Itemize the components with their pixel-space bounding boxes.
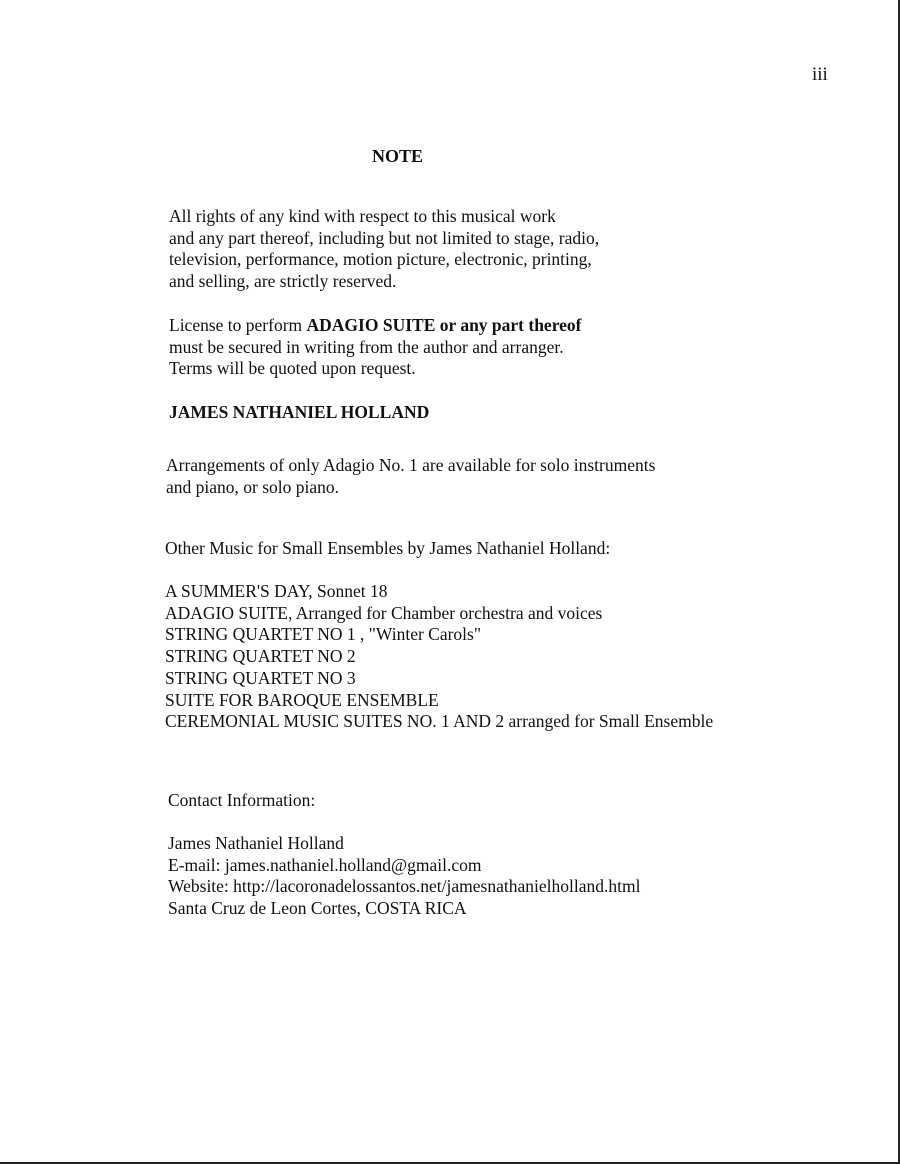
works-list-item: CEREMONIAL MUSIC SUITES NO. 1 AND 2 arranged for Small Ensemble <box>165 711 714 732</box>
rights-line: television, performance, motion picture, electronic, printing, <box>169 249 592 270</box>
arrangements-paragraph <box>166 455 655 498</box>
rights-line: and selling, are strictly reserved. <box>169 271 397 292</box>
works-list-item: STRING QUARTET NO 2 <box>165 646 356 667</box>
works-list-item: ADAGIO SUITE, Arranged for Chamber orchestra and voices <box>165 602 603 623</box>
note-title: NOTE <box>372 146 424 166</box>
contact-website: Website: http://lacoronadelossantos.net/jamesnathanielholland.html <box>168 876 641 897</box>
contact-email: E-mail: james.nathaniel.holland@gmail.com <box>168 854 482 875</box>
license-line-3: Terms will be quoted upon request. <box>169 358 416 379</box>
rights-line: and any part thereof, including but not limited to stage, radio, <box>169 227 600 248</box>
license-work-title: ADAGIO SUITE or any part thereof <box>306 315 582 335</box>
arrangements-line: Arrangements of only Adagio No. 1 are available for solo instruments <box>166 455 656 475</box>
works-list-item: STRING QUARTET NO 3 <box>165 667 356 688</box>
page-number: iii <box>812 64 828 85</box>
contact-details <box>168 833 640 920</box>
contact-name: James Nathaniel Holland <box>168 833 344 853</box>
works-list-item: STRING QUARTET NO 1 , "Winter Carols" <box>165 624 481 645</box>
rights-line: All rights of any kind with respect to this musical work <box>169 206 556 226</box>
author-name: JAMES NATHANIEL HOLLAND <box>169 402 430 422</box>
contact-location: Santa Cruz de Leon Cortes, COSTA RICA <box>168 898 467 919</box>
license-paragraph <box>169 315 582 380</box>
rights-paragraph <box>169 206 599 293</box>
license-line-2: must be secured in writing from the author and arranger. <box>169 336 564 357</box>
works-list-item: A SUMMER'S DAY, Sonnet 18 <box>165 581 388 601</box>
arrangements-line: and piano, or solo piano. <box>166 476 340 497</box>
other-music-heading: Other Music for Small Ensembles by James Nathaniel Holland: <box>165 538 611 558</box>
works-list-item: SUITE FOR BAROQUE ENSEMBLE <box>165 689 439 710</box>
license-prefix: License to perform <box>169 315 307 335</box>
contact-heading: Contact Information: <box>168 790 316 810</box>
license-line-1 <box>169 315 582 337</box>
works-list <box>165 581 713 733</box>
